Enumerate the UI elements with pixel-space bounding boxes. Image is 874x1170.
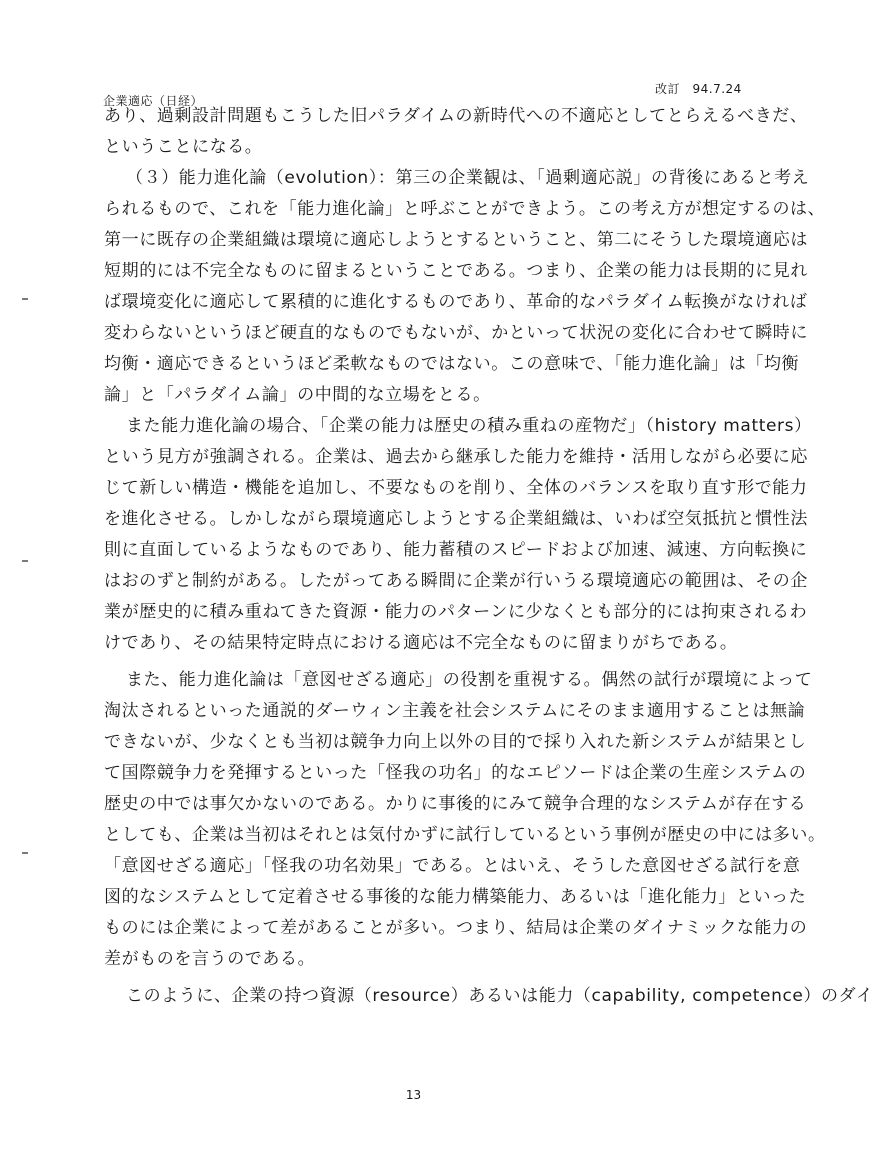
scan-mark	[22, 852, 28, 854]
text-line: ば環境変化に適応して累積的に進化するものであり、革命的なパラダイム転換がなければ	[104, 292, 808, 312]
text-line: 図的なシステムとして定着させる事後的な能力構築能力、あるいは「進化能力」といった	[104, 887, 807, 907]
text-line: 淘汰されるといった通説的ダーウィン主義を社会システムにそのまま適用することは無論	[104, 701, 806, 721]
text-line: 短期的には不完全なものに留まるということである。つまり、企業の能力は長期的に見れ	[104, 261, 808, 281]
text-line: 差がものを言うのである。	[104, 949, 316, 969]
text-line: て国際競争力を発揮するといった「怪我の功名」的なエピソードは企業の生産システムの	[104, 763, 807, 783]
text-line: （３）能力進化論（evolution）：第三の企業観は、「過剰適応説」の背後にあると考え	[126, 168, 810, 188]
text-line: このように、企業の持つ資源（resource）あるいは能力（capability, competence）のダイ	[126, 986, 874, 1006]
text-line: けであり、その結果特定時点における適応は不完全なものに留まりがちである。	[104, 633, 738, 653]
scan-mark	[22, 298, 28, 300]
text-line: じて新しい構造・機能を追加し、不要なものを削り、全体のバランスを取り直す形で能力	[104, 478, 808, 498]
body-text	[104, 101, 874, 1012]
text-line: という見方が強調される。企業は、過去から継承した能力を維持・活用しながら必要に応	[104, 447, 808, 467]
text-line: 論」と「パラダイム論」の中間的な立場をとる。	[104, 385, 491, 405]
text-line: 均衡・適応できるというほど柔軟なものではない。この意味で、「能力進化論」は「均衡	[104, 354, 800, 374]
text-line: できないが、少なくとも当初は競争力向上以外の目的で採り入れた新システムが結果とし	[104, 732, 807, 752]
header-revision-date: 改訂 94.7.24	[655, 82, 742, 96]
text-line: としても、企業は当初はそれとは気付かずに試行しているという事例が歴史の中には多い。	[104, 825, 826, 845]
header-document-label: 企業適応（日経）	[103, 94, 204, 108]
page-number: 13	[405, 1088, 422, 1102]
text-line: られるもので、これを「能力進化論」と呼ぶことができよう。この考え方が想定するのは、	[104, 199, 826, 219]
text-line: を進化させる。しかしながら環境適応しようとする企業組織は、いわば空気抵抗と慣性法	[104, 509, 808, 529]
scan-mark	[22, 560, 28, 562]
text-line: 「意図せざる適応」「怪我の功名効果」である。とはいえ、そうした意図せざる試行を意	[104, 856, 801, 876]
text-line: ということになる。	[104, 137, 263, 157]
text-line: 変わらないというほど硬直的なものでもないが、かといって状況の変化に合わせて瞬時に	[104, 323, 808, 343]
text-line: ものには企業によって差があることが多い。つまり、結局は企業のダイナミックな能力の	[104, 918, 808, 938]
text-line: また、能力進化論は「意図せざる適応」の役割を重視する。偶然の試行が環境によって	[126, 670, 813, 690]
text-line: はおのずと制約がある。したがってある瞬間に企業が行いうる環境適応の範囲は、その企	[104, 571, 808, 591]
text-line: また能力進化論の場合、「企業の能力は歴史の積み重ねの産物だ」（history matters）	[126, 416, 812, 436]
text-line: 業が歴史的に積み重ねてきた資源・能力のパターンに少なくとも部分的には拘束されるわ	[104, 602, 808, 622]
text-line: 第一に既存の企業組織は環境に適応しようとするということ、第二にそうした環境適応は	[104, 230, 808, 250]
text-line: あり、過剰設計問題もこうした旧パラダイムの新時代への不適応としてとらえるべきだ、	[104, 106, 808, 126]
text-line: 歴史の中では事欠かないのである。かりに事後的にみて競争合理的なシステムが存在する	[104, 794, 807, 814]
text-line: 則に直面しているようなものであり、能力蓄積のスピードおよび加速、減速、方向転換に	[104, 540, 808, 560]
